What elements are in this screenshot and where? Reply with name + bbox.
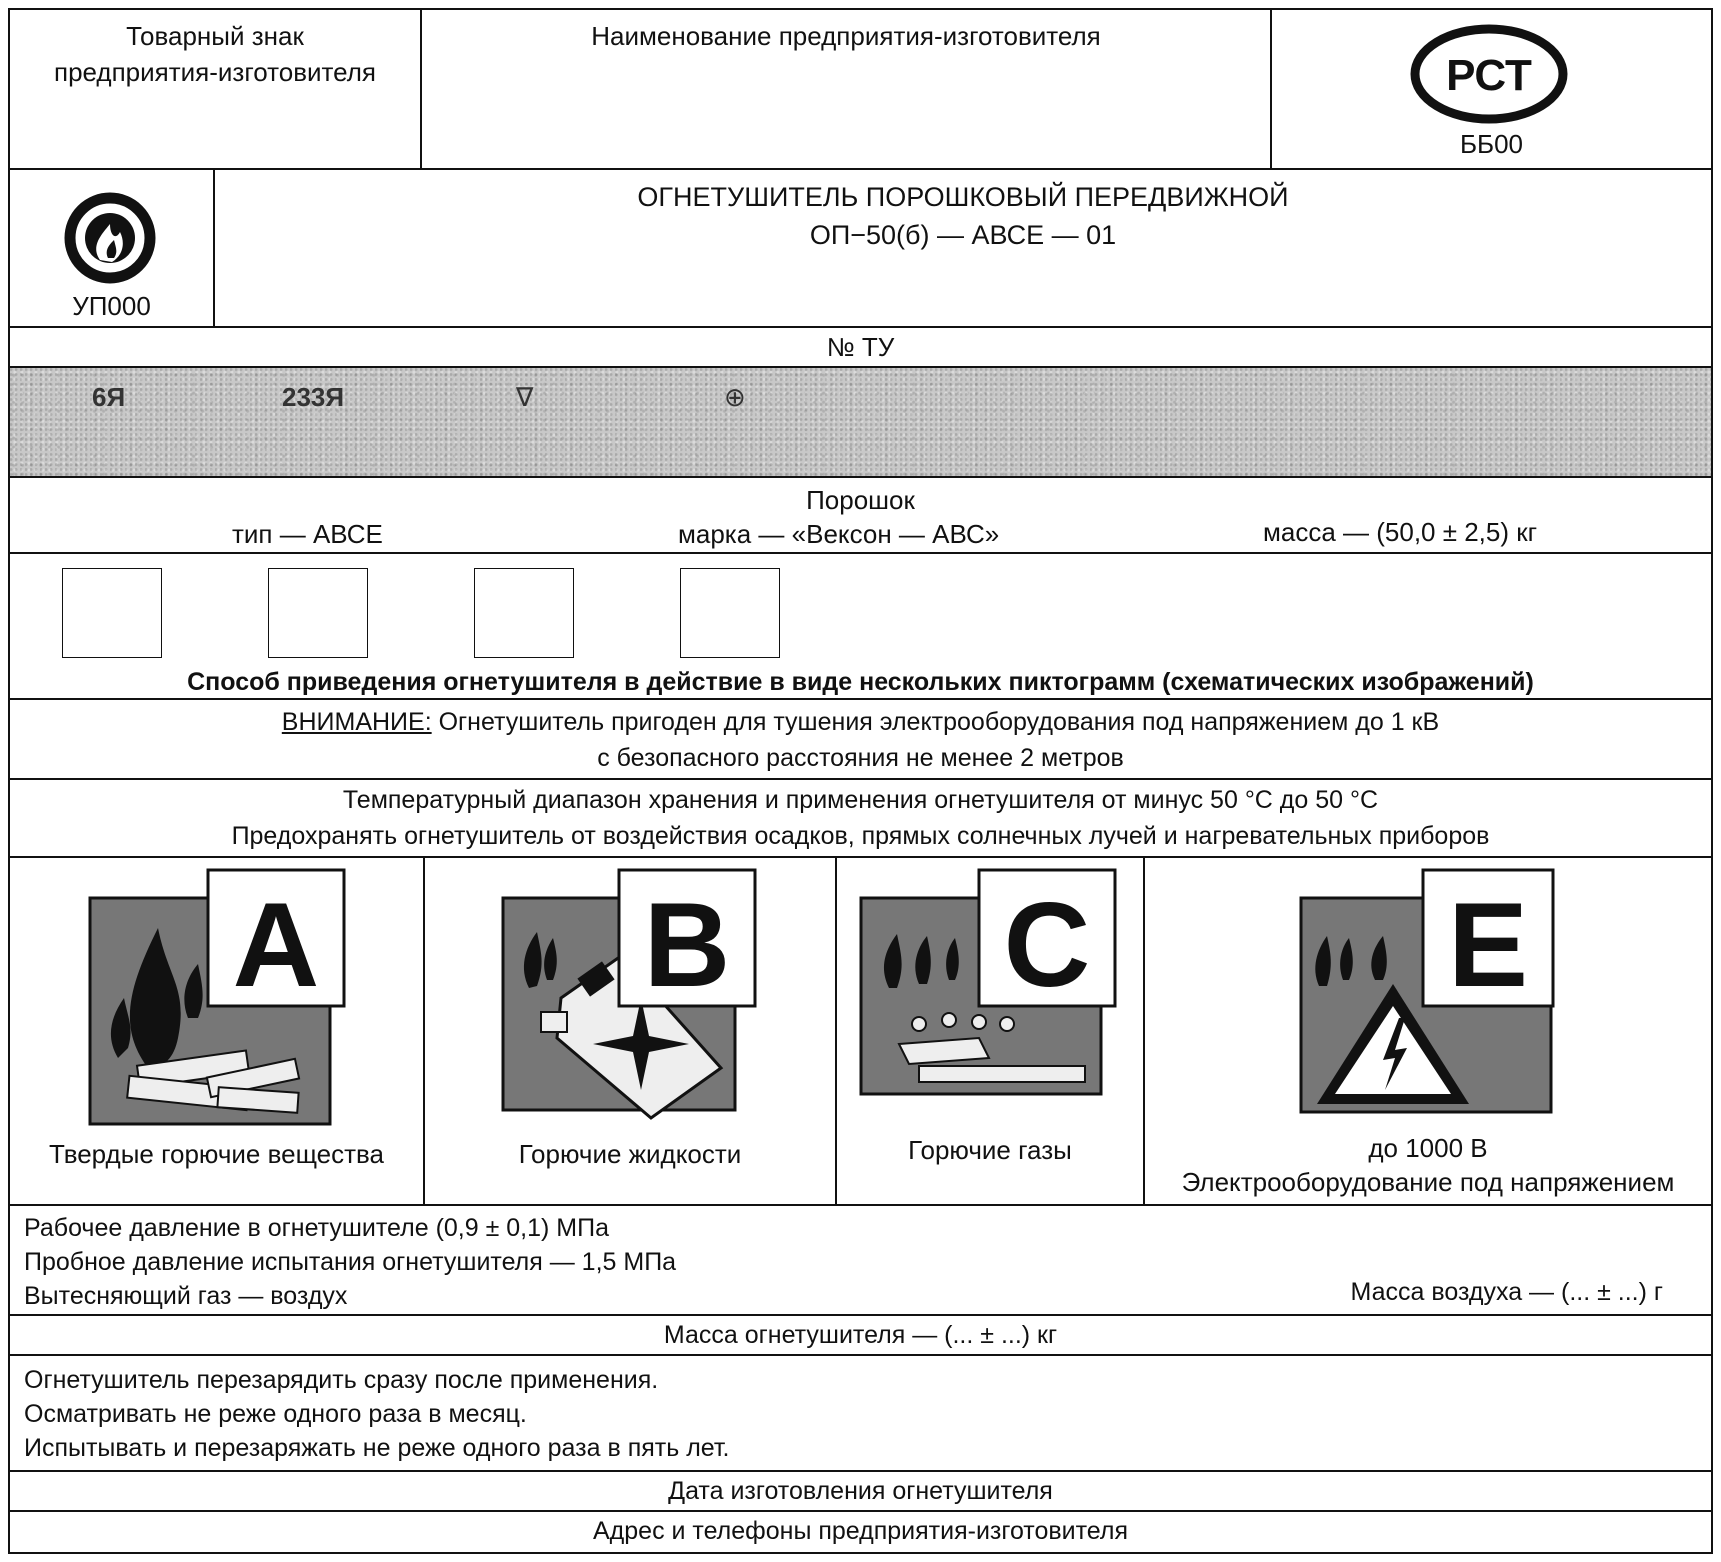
test-pressure: Пробное давление испытания огнетушителя — 1,5 МПа [24, 1248, 677, 1276]
storage-protection: Предохранять огнетушитель от воздействия осадков, прямых солнечных лучей и нагревательных приборов [231, 822, 1490, 850]
product-title: ОГНЕТУШИТЕЛЬ ПОРОШКОВЫЙ ПЕРЕДВИЖНОЙ [637, 182, 1289, 212]
fire-class-e-cell [1145, 858, 1711, 1204]
maintenance-test: Испытывать и перезаряжать не реже одного раза в пять лет. [24, 1434, 730, 1462]
certification-mark-icon [1409, 24, 1569, 124]
fire-class-e-letter: E [1447, 878, 1529, 1012]
fire-class-a-cell [10, 858, 425, 1204]
manufacturer-name-cell [422, 10, 1272, 168]
fire-class-e-caption-voltage: до 1000 В [1368, 1133, 1488, 1163]
fire-class-c-caption: Горючие газы [908, 1135, 1072, 1165]
trademark-line1: Товарный знак [126, 21, 304, 51]
address-row [10, 1512, 1711, 1552]
cert-code: ББ00 [1459, 129, 1524, 159]
title-cell [215, 170, 1711, 326]
extinguisher-mass-row [10, 1316, 1711, 1356]
fire-class-b-letter: B [643, 878, 731, 1012]
fire-classes-row [10, 858, 1711, 1206]
solid-fuel-pictogram-icon [88, 868, 348, 1126]
tu-row [10, 328, 1711, 368]
manufacturer-address: Адрес и телефоны предприятия-изготовителя [593, 1517, 1128, 1545]
powder-type: тип — АВСЕ [232, 519, 383, 549]
stamped-row [10, 368, 1711, 478]
warning-word: ВНИМАНИЕ: [281, 708, 432, 736]
air-mass: Масса воздуха — (... ± ...) г [1350, 1278, 1663, 1306]
fire-class-a-caption: Твердые горючие вещества [48, 1139, 385, 1169]
trademark-line2: предприятия-изготовителя [53, 57, 377, 87]
fire-class-c-letter: C [1003, 878, 1091, 1012]
manufacturer-name: Наименование предприятия-изготовителя [591, 21, 1101, 51]
fire-class-c-cell [837, 858, 1145, 1204]
fire-class-e-caption-equipment: Электрооборудование под напряжением [1181, 1167, 1675, 1197]
tu-label: № ТУ [826, 332, 895, 362]
powder-row [10, 478, 1711, 554]
fire-class-b-caption: Горючие жидкости [518, 1139, 742, 1169]
stamp-item-1: 6Я [92, 382, 126, 412]
powder-mass: масса — (50,0 ± 2,5) кг [1263, 517, 1538, 547]
flammable-liquid-pictogram-icon [501, 868, 761, 1126]
storage-temperature: Температурный диапазон хранения и применения огнетушителя от минус 50 °C до 50 °C [342, 786, 1379, 814]
maintenance-inspect: Осматривать не реже одного раза в месяц. [24, 1400, 527, 1428]
pictograms-caption: Способ приведения огнетушителя в действие в виде нескольких пиктограмм (схематических изображений) [187, 668, 1534, 696]
storage-row [10, 780, 1711, 858]
working-pressure: Рабочее давление в огнетушителе (0,9 ± 0,1) МПа [24, 1214, 609, 1242]
maintenance-recharge: Огнетушитель перезарядить сразу после применения. [24, 1366, 659, 1394]
extinguisher-mass: Масса огнетушителя — (... ± ...) кг [663, 1321, 1058, 1349]
stamp-item-4: ⊕ [724, 382, 746, 412]
pictograms-row [10, 554, 1711, 700]
fire-class-b-cell [425, 858, 837, 1204]
certification-cell [1272, 10, 1711, 168]
manufacture-date: Дата изготовления огнетушителя [668, 1477, 1053, 1505]
extinguisher-label [8, 8, 1713, 1554]
fire-class-a-letter: A [232, 878, 320, 1012]
warning-row [10, 700, 1711, 780]
pictogram-box-3 [474, 568, 574, 658]
trademark-cell [10, 10, 422, 168]
certification-mark-text: РСТ [1446, 51, 1532, 100]
stamp-item-2: 233Я [282, 382, 345, 412]
warning-text: Огнетушитель пригоден для тушения электрооборудования под напряжением до 1 кВ [431, 708, 1440, 736]
maintenance-row [10, 1356, 1711, 1472]
product-model: ОП−50(б) — АВСЕ — 01 [809, 220, 1117, 250]
title-row [10, 170, 1711, 328]
pictogram-box-2 [268, 568, 368, 658]
pictogram-box-1 [62, 568, 162, 658]
pictogram-box-4 [680, 568, 780, 658]
fire-safety-mark-icon [60, 188, 160, 288]
flammable-gas-pictogram-icon [859, 868, 1121, 1098]
header-row [10, 10, 1711, 170]
electrical-pictogram-icon [1299, 868, 1559, 1118]
powder-brand: марка — «Вексон — АВС» [678, 519, 1000, 549]
warning-line2: с безопасного расстояния не менее 2 метров [597, 744, 1124, 772]
manufacture-date-row [10, 1472, 1711, 1512]
pressure-row [10, 1206, 1711, 1316]
propellant-gas: Вытесняющий газ — воздух [24, 1282, 348, 1310]
fire-safety-mark-cell [10, 170, 215, 326]
fire-mark-code: УП000 [72, 291, 151, 321]
stamp-item-3: ∇ [516, 382, 534, 412]
powder-heading: Порошок [806, 485, 915, 515]
